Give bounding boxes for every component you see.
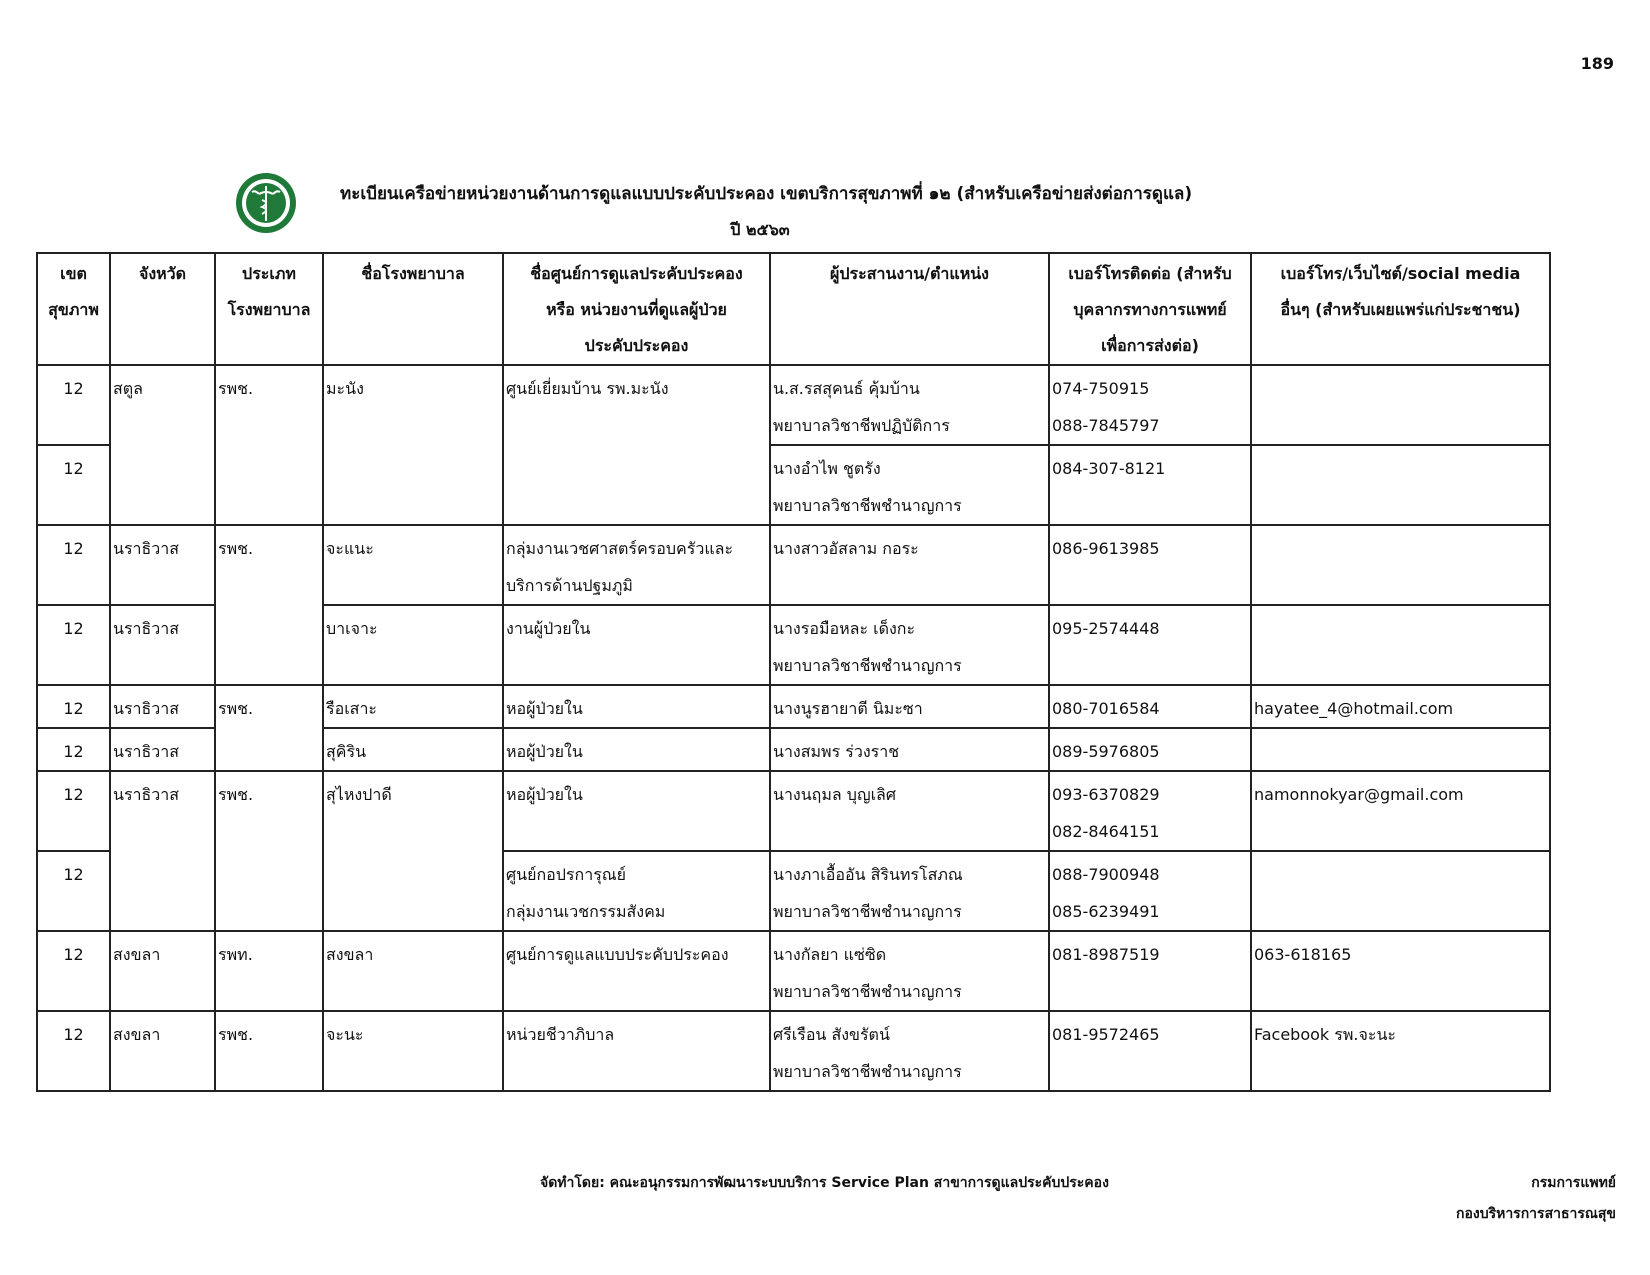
header-province: จังหวัด <box>110 253 215 365</box>
zone-cell: 12 <box>37 525 110 605</box>
phone-cell: 080-7016584 <box>1049 685 1251 728</box>
zone-cell: 12 <box>37 931 110 1011</box>
hospital-type-cell: รพช. <box>215 365 323 525</box>
table-header-row <box>37 253 1550 365</box>
document-title: ทะเบียนเครือข่ายหน่วยงานด้านการดูแลแบบประคับประคอง เขตบริการสุขภาพที่ ๑๒ (สำหรับเครือข่ายส่งต่อการดูแล) <box>340 184 1193 204</box>
zone-cell: 12 <box>37 605 110 685</box>
table-row <box>37 365 1550 445</box>
table-row <box>37 931 1550 1011</box>
hospital-name-cell: บาเจาะ <box>323 605 503 685</box>
hospital-name-cell: รือเสาะ <box>323 685 503 728</box>
email-link[interactable]: hayatee_4@hotmail.com <box>1254 699 1454 718</box>
header-center-name: ชื่อศูนย์การดูแลประคับประคอง หรือ หน่วยงานที่ดูแลผู้ป่วย ประคับประคอง <box>503 253 770 365</box>
zone-cell: 12 <box>37 771 110 851</box>
footer-prepared-by: จัดทำโดย: คณะอนุกรรมการพัฒนาระบบบริการ Service Plan สาขาการดูแลประคับประคอง <box>540 1175 1109 1191</box>
coordinator-cell: นางสาวอัสลาม กอระ <box>770 525 1049 605</box>
footer-division: กองบริหารการสาธารณสุข <box>1455 1206 1616 1222</box>
coordinator-cell: นางอำไพ ชูตรัง พยาบาลวิชาชีพชำนาญการ <box>770 445 1049 525</box>
header-referral-phone: เบอร์โทรติดต่อ (สำหรับ บุคลากรทางการแพทย์ เพื่อการส่งต่อ) <box>1049 253 1251 365</box>
coordinator-cell: น.ส.รสสุคนธ์ คุ้มบ้าน พยาบาลวิชาชีพปฏิบัติการ <box>770 365 1049 445</box>
coordinator-cell: นางกัลยา แซ่ซิด พยาบาลวิชาชีพชำนาญการ <box>770 931 1049 1011</box>
province-cell: นราธิวาส <box>110 771 215 931</box>
document-subtitle: ปี ๒๕๖๓ <box>730 220 790 239</box>
header-coordinator: ผู้ประสานงาน/ตำแหน่ง <box>770 253 1049 365</box>
public-contact-cell <box>1251 365 1550 445</box>
ministry-seal-icon <box>235 172 297 234</box>
table-row <box>37 525 1550 605</box>
coordinator-cell: นางรอมือหละ เด็งกะ พยาบาลวิชาชีพชำนาญการ <box>770 605 1049 685</box>
footer-department: กรมการแพทย์ <box>1531 1175 1616 1191</box>
hospital-type-cell: รพช. <box>215 525 323 685</box>
province-cell: นราธิวาส <box>110 605 215 685</box>
center-cell: งานผู้ป่วยใน <box>503 605 770 685</box>
zone-cell: 12 <box>37 851 110 931</box>
public-contact-cell <box>1251 728 1550 771</box>
public-contact-cell <box>1251 525 1550 605</box>
table-row <box>37 1011 1550 1091</box>
hospital-name-cell: จะนะ <box>323 1011 503 1091</box>
hospital-type-cell: รพช. <box>215 771 323 931</box>
phone-cell: 086-9613985 <box>1049 525 1251 605</box>
phone-cell: 095-2574448 <box>1049 605 1251 685</box>
center-cell: กลุ่มงานเวชศาสตร์ครอบครัวและ บริการด้านปฐมภูมิ <box>503 525 770 605</box>
header-hospital-name: ชื่อโรงพยาบาล <box>323 253 503 365</box>
zone-cell: 12 <box>37 685 110 728</box>
center-cell: หอผู้ป่วยใน <box>503 771 770 851</box>
phone-cell: 089-5976805 <box>1049 728 1251 771</box>
hospital-type-cell: รพช. <box>215 1011 323 1091</box>
province-cell: สงขลา <box>110 1011 215 1091</box>
coordinator-cell: ศรีเรือน สังขรัตน์ พยาบาลวิชาชีพชำนาญการ <box>770 1011 1049 1091</box>
email-link[interactable]: namonnokyar@gmail.com <box>1254 785 1464 804</box>
header-zone: เขต สุขภาพ <box>37 253 110 365</box>
page-number: 189 <box>1580 54 1614 73</box>
public-contact-cell: Facebook รพ.จะนะ <box>1251 1011 1550 1091</box>
public-contact-cell <box>1251 445 1550 525</box>
zone-cell: 12 <box>37 1011 110 1091</box>
coordinator-cell: นางภาเอื้ออัน สิรินทรโสภณ พยาบาลวิชาชีพชำนาญการ <box>770 851 1049 931</box>
header-hospital-type: ประเภท โรงพยาบาล <box>215 253 323 365</box>
zone-cell: 12 <box>37 365 110 445</box>
table-row <box>37 685 1550 728</box>
hospital-type-cell: รพช. <box>215 685 323 771</box>
header-public-contact: เบอร์โทร/เว็บไซต์/social media อื่นๆ (สำหรับเผยแพร่แก่ประชาชน) <box>1251 253 1550 365</box>
registry-table <box>36 252 1551 1092</box>
hospital-name-cell: มะนัง <box>323 365 503 525</box>
phone-cell: 081-9572465 <box>1049 1011 1251 1091</box>
province-cell: นราธิวาส <box>110 525 215 605</box>
phone-cell: 081-8987519 <box>1049 931 1251 1011</box>
public-contact-cell <box>1251 605 1550 685</box>
phone-cell: 074-750915 088-7845797 <box>1049 365 1251 445</box>
hospital-name-cell: สุไหงปาดี <box>323 771 503 931</box>
public-contact-cell <box>1251 685 1550 728</box>
hospital-name-cell: จะแนะ <box>323 525 503 605</box>
table-row <box>37 771 1550 851</box>
province-cell: นราธิวาส <box>110 728 215 771</box>
coordinator-cell: นางสมพร ร่วงราช <box>770 728 1049 771</box>
province-cell: สตูล <box>110 365 215 525</box>
coordinator-cell: นางนูรฮายาตี นิมะซา <box>770 685 1049 728</box>
phone-cell: 088-7900948 085-6239491 <box>1049 851 1251 931</box>
province-cell: นราธิวาส <box>110 685 215 728</box>
hospital-name-cell: สงขลา <box>323 931 503 1011</box>
center-cell: หอผู้ป่วยใน <box>503 685 770 728</box>
coordinator-cell: นางนฤมล บุญเลิศ <box>770 771 1049 851</box>
center-cell: ศูนย์กอปรการุณย์ กลุ่มงานเวชกรรมสังคม <box>503 851 770 931</box>
public-contact-cell: 063-618165 <box>1251 931 1550 1011</box>
center-cell: หอผู้ป่วยใน <box>503 728 770 771</box>
zone-cell: 12 <box>37 445 110 525</box>
province-cell: สงขลา <box>110 931 215 1011</box>
center-cell: ศูนย์เยี่ยมบ้าน รพ.มะนัง <box>503 365 770 525</box>
public-contact-cell <box>1251 851 1550 931</box>
public-contact-cell <box>1251 771 1550 851</box>
hospital-type-cell: รพท. <box>215 931 323 1011</box>
phone-cell: 093-6370829 082-8464151 <box>1049 771 1251 851</box>
hospital-name-cell: สุคิริน <box>323 728 503 771</box>
phone-cell: 084-307-8121 <box>1049 445 1251 525</box>
center-cell: ศูนย์การดูแลแบบประคับประคอง <box>503 931 770 1011</box>
zone-cell: 12 <box>37 728 110 771</box>
center-cell: หน่วยชีวาภิบาล <box>503 1011 770 1091</box>
